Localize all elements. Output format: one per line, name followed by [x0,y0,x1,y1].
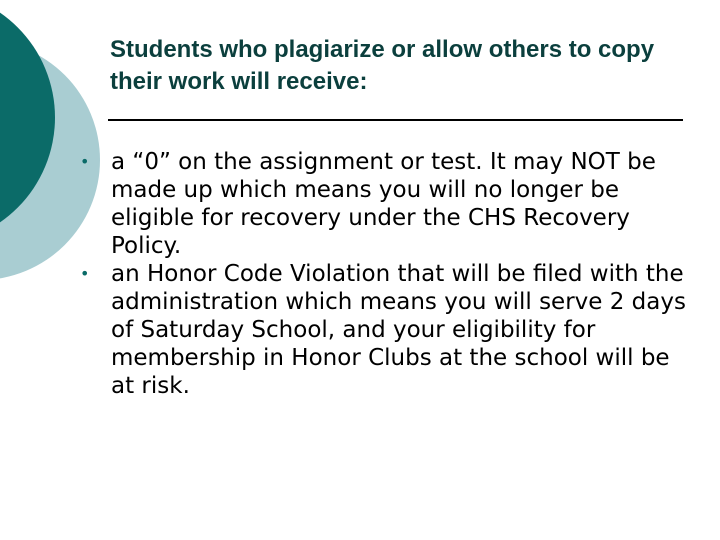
bullet-item-honor-code-violation [78,260,698,400]
title-underline-divider [108,119,683,121]
slide-title: Students who plagiarize or allow others to copy their work will receive: [110,36,655,95]
bullet-list [78,148,698,400]
bullet-dot-icon: • [80,264,90,283]
bullet-item-zero-grade [78,148,698,260]
bullet-text: an Honor Code Violation that will be filed with the administration which means you will serve 2 days of Saturday School, and your eligibility for membership in Honor Clubs at the school will be at risk. [111,261,686,399]
bullet-text: a “0” on the assignment or test. It may NOT be made up which means you will no longer be eligible for recovery under the CHS Recovery Policy. [111,149,656,259]
bullet-dot-icon: • [80,152,90,171]
